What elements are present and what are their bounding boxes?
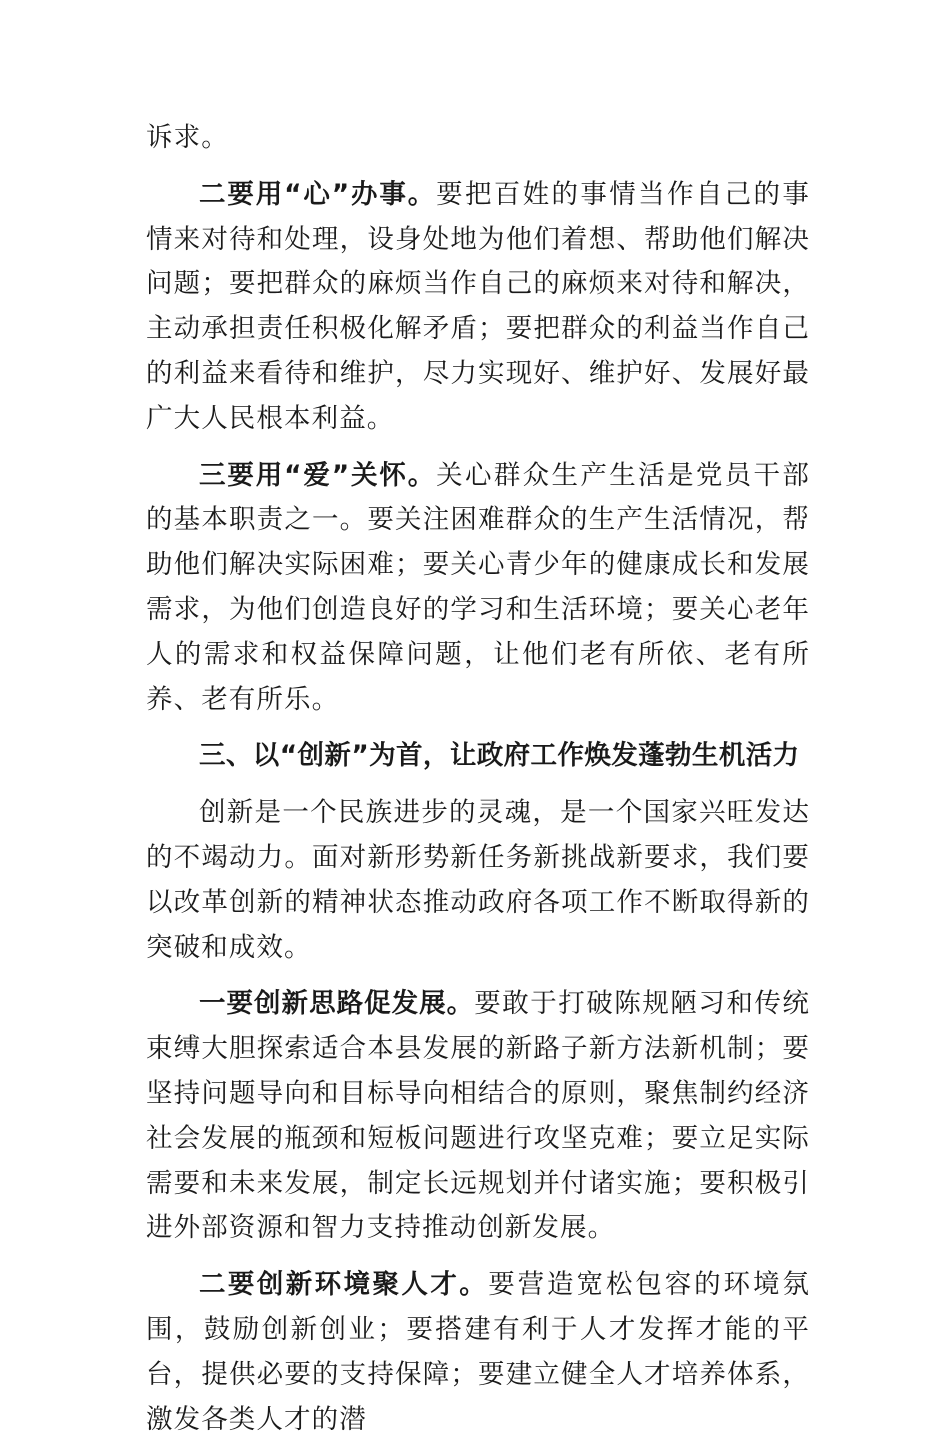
paragraph-intro-innovation [146,791,810,970]
paragraph-continuation [146,116,810,161]
paragraph-lead: 一要创新思路促发展。 [199,988,475,1020]
paragraph-text: 要把百姓的事情当作自己的事情来对待和处理，设身处地为他们着想、帮助他们解决问题；要把群众的麻烦当作自己的麻烦来对待和解决，主动承担责任积极化解矛盾；要把群众的利益当作自己的利益来看待和维护，尽力实现好、维护好、发展好最广大人民根本利益。 [146,178,810,434]
paragraph-lead: 三要用“爱”关怀。 [199,459,437,491]
document-body [146,116,810,1442]
paragraph-lead: 二要用“心”办事。 [199,178,437,210]
paragraph-point-heart [146,173,810,442]
section-heading [146,734,810,779]
paragraph-text: 创新是一个民族进步的灵魂，是一个国家兴旺发达的不竭动力。面对新形势新任务新挑战新要求，我们要以改革创新的精神状态推动政府各项工作不断取得新的突破和成效。 [146,797,810,963]
paragraph-point-talent [146,1263,810,1442]
paragraph-text: 诉求。 [146,122,229,153]
paragraph-text: 要营造宽松包容的环境氛围，鼓励创新创业；要搭建有利于人才发挥才能的平台，提供必要的支持保障；要建立健全人才培养体系，激发各类人才的潜 [146,1269,810,1435]
paragraph-point-ideas [146,982,810,1251]
section-heading-text: 三、以“创新”为首，让政府工作焕发蓬勃生机活力 [199,740,800,772]
paragraph-text: 要敢于打破陈规陋习和传统束缚大胆探索适合本县发展的新路子新方法新机制；要坚持问题导向和目标导向相结合的原则，聚焦制约经济社会发展的瓶颈和短板问题进行攻坚克难；要立足实际需要和未来发展，制定长远规划并付诸实施；要积极引进外部资源和智力支持推动创新发展。 [146,988,811,1244]
paragraph-text: 关心群众生产生活是党员干部的基本职责之一。要关注困难群众的生产生活情况，帮助他们解决实际困难；要关心青少年的健康成长和发展需求，为他们创造良好的学习和生活环境；要关心老年人的需求和权益保障问题，让他们老有所依、老有所养、老有所乐。 [146,459,810,715]
paragraph-point-love [146,454,810,723]
paragraph-lead: 二要创新环境聚人才。 [199,1269,489,1301]
